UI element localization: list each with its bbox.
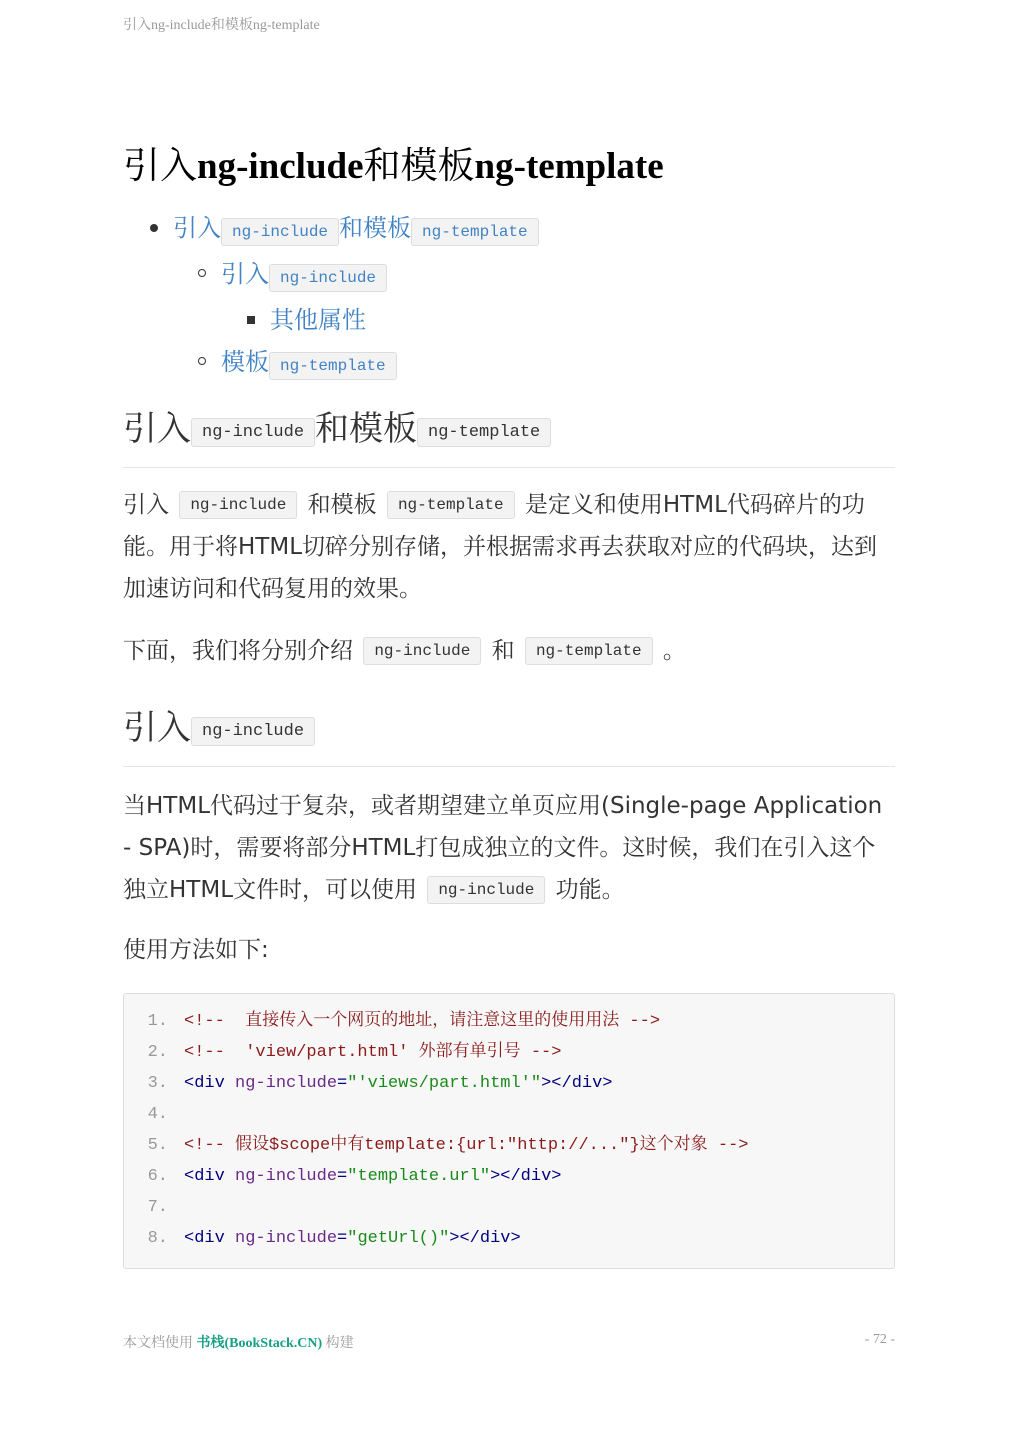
section-heading-ng-include: 引入 ng-include: [123, 704, 895, 767]
page-footer: 本文档使用 书栈(BookStack.CN) 构建: [123, 1336, 354, 1351]
page-title: 引入ng-include和模板ng-template: [123, 144, 664, 187]
code-line: 4.: [147, 1105, 168, 1124]
code-line: 7.: [147, 1198, 168, 1217]
section-heading-intro: 引入 ng-include 和模板 ng-template: [123, 405, 895, 468]
code-line: 5. <!-- 假设$scope中有template:{url:"http://..."}这个对象 -->: [147, 1136, 749, 1155]
paragraph-overview: 下面，我们将分别介绍 ng-include 和 ng-template 。: [123, 638, 686, 664]
paragraph-ng-include-desc: 当HTML代码过于复杂，或者期望建立单页应用(Single-page Application - SPA)时，需要将部分HTML打包成独立的文件。这时候，我们在引入这个独立HTML文件时，可以使用 ng-include 功能。: [123, 793, 883, 903]
paragraph-usage: 使用方法如下:: [123, 937, 269, 963]
document-content: [123, 140, 895, 1269]
circle-bullet-icon: [198, 357, 206, 365]
toc-item-other-attributes[interactable]: 其他属性: [123, 299, 895, 341]
square-bullet-icon: [247, 316, 255, 324]
table-of-contents: [123, 207, 895, 387]
running-header: 引入ng-include和模板ng-template: [123, 18, 320, 33]
circle-bullet-icon: [198, 269, 206, 277]
code-line: 1. <!-- 直接传入一个网页的地址，请注意这里的使用用法 -->: [147, 1012, 661, 1031]
toc-item-intro[interactable]: 引入 ng-include 和模板 ng-template: [123, 207, 895, 253]
toc-item-ng-template[interactable]: 模板 ng-template: [123, 341, 895, 387]
code-line: 2. <!-- 'view/part.html' 外部有单引号 -->: [147, 1043, 562, 1062]
disc-bullet-icon: [150, 224, 158, 232]
bookstack-link[interactable]: 书栈(BookStack.CN): [196, 1336, 323, 1351]
code-block: [123, 993, 895, 1269]
page-number: - 72 -: [864, 1332, 895, 1347]
code-line: 8. <div ng-include="getUrl()"></div>: [147, 1229, 521, 1248]
toc-item-ng-include[interactable]: 引入 ng-include: [123, 253, 895, 299]
paragraph-intro: 引入 ng-include 和模板 ng-template 是定义和使用HTML代码碎片的功能。用于将HTML切碎分别存储，并根据需求再去获取对应的代码块，达到加速访问和代码复用的效果。: [123, 492, 878, 602]
code-line: 6. <div ng-include="template.url"></div>: [147, 1167, 562, 1186]
code-line: 3. <div ng-include="'views/part.html'"></div>: [147, 1074, 613, 1093]
